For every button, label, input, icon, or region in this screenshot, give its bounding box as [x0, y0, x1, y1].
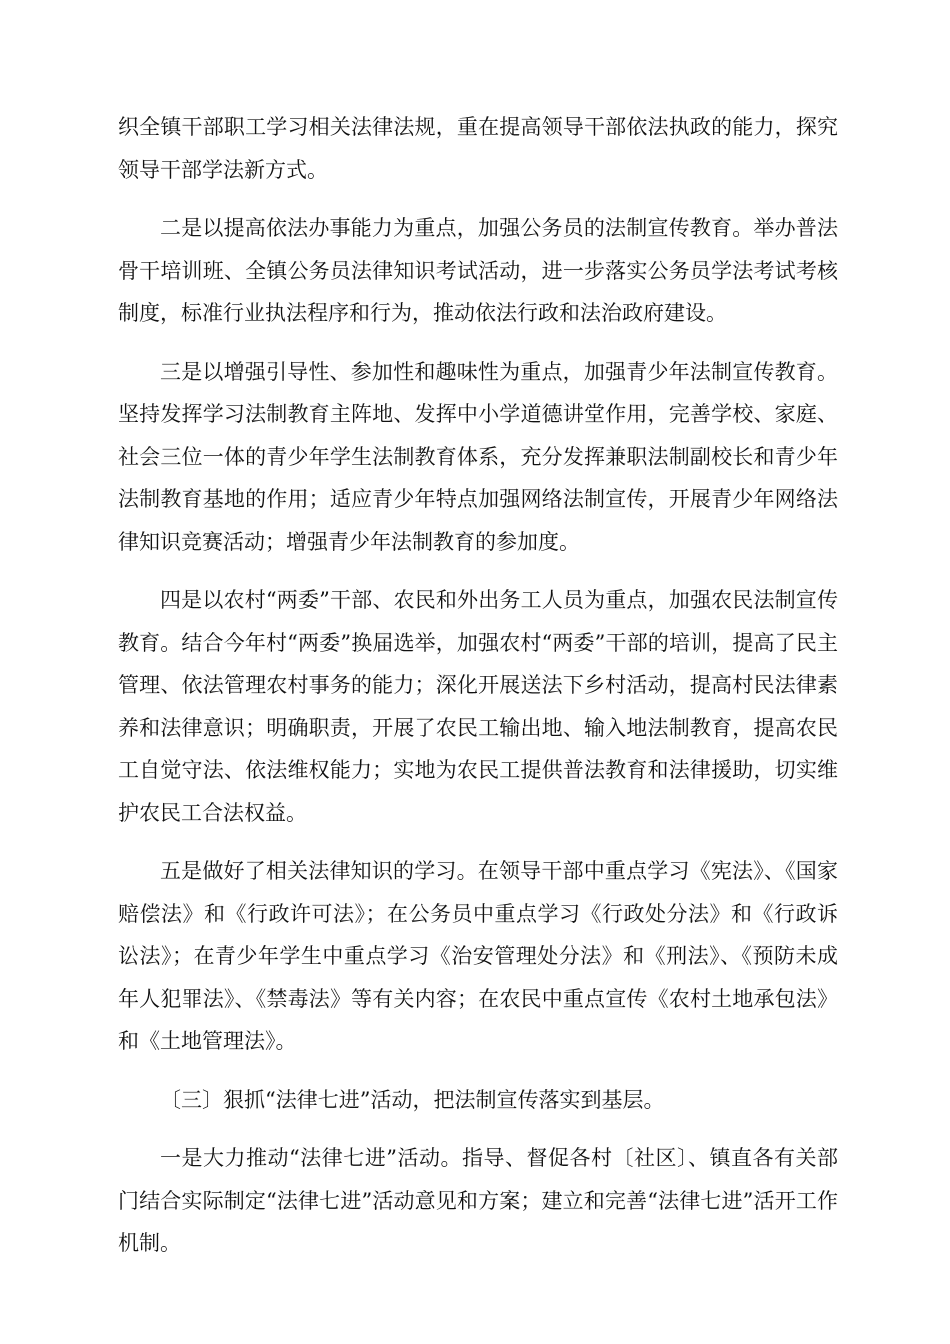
- paragraph-gap: [118, 191, 838, 207]
- paragraph-gap: [118, 563, 838, 579]
- paragraph-law-study: 五是做好了相关法律知识的学习。在领导干部中重点学习《宪法》、《国家赔偿法》和《行政许可法》；在公务员中重点学习《行政处分法》和《行政诉讼法》；在青少年学生中重点学习《治安管理处分法》和《刑法》、《预防未成年人犯罪法》、《禁毒法》等有关内容；在农民中重点宣传《农村土地承包法》和《土地管理法》。: [118, 859, 838, 1053]
- paragraph-gap: [118, 834, 838, 850]
- paragraph-continuation: 织全镇干部职工学习相关法律法规，重在提高领导干部依法执政的能力，探究领导干部学法新方式。: [118, 115, 838, 182]
- paragraph-civil-servants: 二是以提高依法办事能力为重点，加强公务员的法制宣传教育。举办普法骨干培训班、全镇公务员法律知识考试活动，进一步落实公务员学法考试考核制度，标准行业执法程序和行为，推动依法行政和法治政府建设。: [118, 216, 838, 325]
- paragraph-gap: [118, 1063, 838, 1079]
- paragraph-gap: [118, 335, 838, 351]
- paragraph-seven-entries: 一是大力推动“法律七进”活动。指导、督促各村〔社区〕、镇直各有关部门结合实际制定“法律七进”活动意见和方案；建立和完善“法律七进”活开工作机制。: [118, 1146, 838, 1255]
- document-body: [118, 106, 838, 1265]
- section-heading-three: 〔三〕狠抓“法律七进”活动，把法制宣传落实到基层。: [160, 1087, 665, 1112]
- paragraph-youth: 三是以增强引导性、参加性和趣味性为重点，加强青少年法制宣传教育。坚持发挥学习法制教育主阵地、发挥中小学道德讲堂作用，完善学校、家庭、社会三位一体的青少年学生法制教育体系，充分发挥兼职法制副校长和青少年法制教育基地的作用；适应青少年特点加强网络法制宣传，开展青少年网络法律知识竞赛活动；增强青少年法制教育的参加度。: [118, 359, 838, 554]
- paragraph-gap: [118, 1121, 838, 1137]
- paragraph-farmers: 四是以农村“两委”干部、农民和外出务工人员为重点，加强农民法制宣传教育。结合今年村“两委”换届选举，加强农村“两委”干部的培训，提高了民主管理、依法管理农村事务的能力；深化开展送法下乡村活动，提高村民法律素养和法律意识；明确职责，开展了农民工输出地、输入地法制教育，提高农民工自觉守法、依法维权能力；实地为农民工提供普法教育和法律援助，切实维护农民工合法权益。: [118, 588, 838, 825]
